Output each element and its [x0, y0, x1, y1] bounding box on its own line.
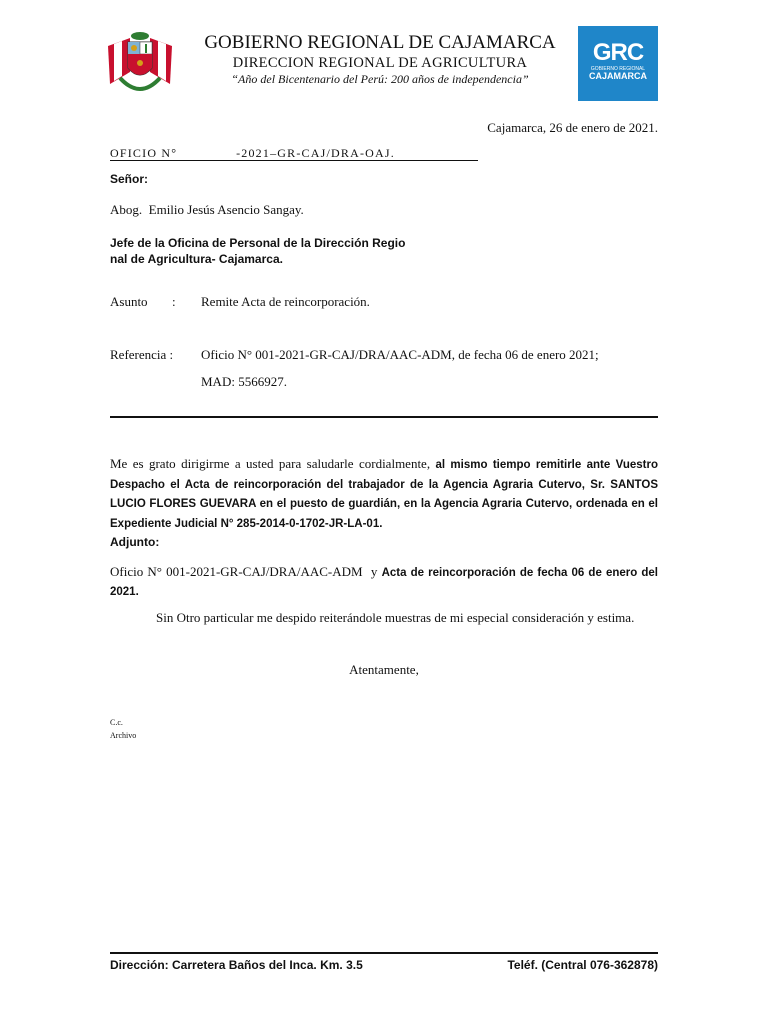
- oficio-number: OFICIO N° -2021–GR-CAJ/DRA-OAJ.: [110, 146, 395, 160]
- letter-date: Cajamarca, 26 de enero de 2021.: [487, 120, 658, 135]
- grc-logo-text: GRC: [592, 39, 644, 66]
- recipient-position-line1: Jefe de la Oficina de Personal de la Dirección Regio: [110, 236, 406, 250]
- body-paragraph: [110, 455, 658, 533]
- referencia-line2: MAD: 5566927.: [201, 374, 287, 389]
- body-paragraph-bold: al mismo tiempo remitirle ante Vuestro Despacho el Acta de reincorporación del trabajador de la Agencia Agraria Cutervo, Sr. SANTOS LUCIO FLORES GUEVARA en el puesto de guardián, en la Agencia Agraria Cutervo, ordenada en el Expediente Judicial N° 285-2014-0-1702-JR-LA-01.: [110, 459, 658, 530]
- asunto-value: Remite Acta de reincorporación.: [201, 294, 370, 309]
- adjunto-plain: Oficio N° 001-2021-GR-CAJ/DRA/AAC-ADM y: [110, 564, 382, 579]
- oficio-underline: [110, 160, 478, 161]
- archivo-label: Archivo: [110, 731, 137, 740]
- footer-phone: Teléf. (Central 076-362878): [507, 958, 658, 972]
- signoff: Atentamente,: [349, 662, 419, 677]
- closing-paragraph: Sin Otro particular me despido reiterándole muestras de mi especial consideración y estima.: [156, 610, 635, 625]
- grc-logo-line2: CAJAMARCA: [589, 71, 647, 81]
- grc-logo: [578, 26, 658, 101]
- referencia-label: Referencia :: [110, 347, 174, 362]
- footer-address: Dirección: Carretera Baños del Inca. Km. 3.5: [110, 958, 363, 972]
- coat-of-arms-emblem: [100, 28, 180, 100]
- header-motto: “Año del Bicentenario del Perú: 200 años de independencia”: [231, 72, 529, 86]
- header-subtitle: DIRECCION REGIONAL DE AGRICULTURA: [232, 55, 528, 71]
- header-title: GOBIERNO REGIONAL DE CAJAMARCA: [204, 32, 556, 53]
- adjunto-bold: Acta de reincorporación de fecha 06 de enero del 2021.: [110, 567, 658, 598]
- recipient-position-line2: nal de Agricultura- Cajamarca.: [110, 252, 283, 266]
- body-paragraph-plain: Me es grato dirigirme a usted para saludarle cordialmente,: [110, 456, 436, 471]
- asunto-label: Asunto: [110, 294, 148, 309]
- referencia-line1: Oficio N° 001-2021-GR-CAJ/DRA/AAC-ADM, de fecha 06 de enero 2021;: [201, 347, 599, 362]
- adjunto-label: Adjunto:: [110, 535, 160, 549]
- cc-label: C.c.: [110, 718, 123, 727]
- salutation: Señor:: [110, 172, 149, 186]
- footer-divider: [110, 952, 658, 954]
- section-divider: [110, 416, 658, 418]
- recipient-name: Abog. Emilio Jesús Asencio Sangay.: [110, 202, 304, 217]
- asunto-colon: :: [172, 294, 176, 309]
- adjunto-paragraph: [110, 563, 658, 601]
- grc-logo-line1: GOBIERNO REGIONAL: [590, 66, 646, 72]
